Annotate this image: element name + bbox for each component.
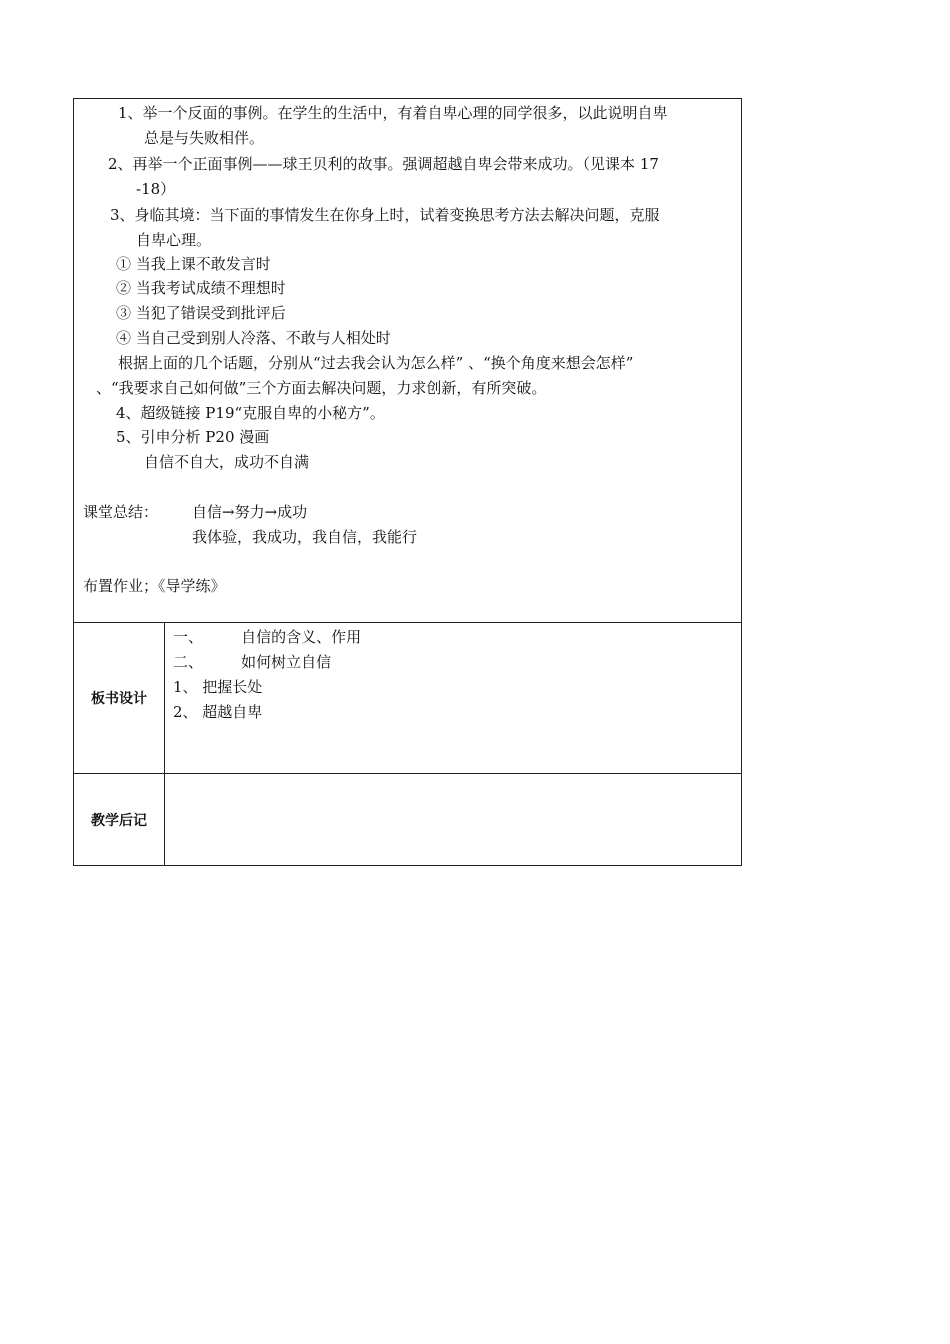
board-line-1: 一、 自信的含义、作用 xyxy=(173,628,362,646)
item-2-line-2: -18） xyxy=(136,180,176,198)
lesson-content-cell xyxy=(74,99,741,623)
situation-3: ③ 当犯了错误受到批评后 xyxy=(116,304,286,322)
teaching-notes-row xyxy=(74,774,741,865)
board-design-row xyxy=(74,623,741,774)
board-line-2: 二、 如何树立自信 xyxy=(173,653,332,671)
situation-4: ④ 当自己受到别人冷落、不敢与人相处时 xyxy=(116,329,391,347)
board-design-label: 板书设计 xyxy=(74,623,165,773)
summary-line-2: 我体验，我成功，我自信，我能行 xyxy=(192,528,418,546)
item-3-line-1: 3、身临其境：当下面的事情发生在你身上时，试着变换思考方法去解决问题，克服 xyxy=(110,206,660,224)
summary-label: 课堂总结： xyxy=(83,503,159,521)
analysis-line-2: 、“我要求自己如何做”三个方面去解决问题，力求创新，有所突破。 xyxy=(96,379,547,397)
homework: 布置作业；《导学练》 xyxy=(83,577,226,595)
analysis-line-1: 根据上面的几个话题，分别从“过去我会认为怎么样” 、“换个角度来想会怎样” xyxy=(118,354,634,372)
item-1-line-1: 1、举一个反面的事例。在学生的生活中，有着自卑心理的同学很多，以此说明自卑 xyxy=(118,104,668,122)
item-2-line-1: 2、再举一个正面事例——球王贝利的故事。强调超越自卑会带来成功。（见课本 17 xyxy=(108,155,659,173)
board-line-4: 2、 超越自卑 xyxy=(173,703,263,721)
teaching-notes-label: 教学后记 xyxy=(74,774,165,865)
board-design-body xyxy=(165,623,741,773)
lesson-table xyxy=(73,98,742,866)
situation-1: ① 当我上课不敢发言时 xyxy=(116,255,271,273)
summary-line-1: 自信→努力→成功 xyxy=(192,503,308,521)
board-line-3: 1、 把握长处 xyxy=(173,678,263,696)
item-3-line-2: 自卑心理。 xyxy=(136,231,212,249)
item-4: 4、超级链接 P19“克服自卑的小秘方”。 xyxy=(116,404,385,422)
item-1-line-2: 总是与失败相伴。 xyxy=(144,129,265,147)
teaching-notes-body xyxy=(165,774,741,865)
item-5: 5、引申分析 P20 漫画 xyxy=(116,428,270,446)
situation-2: ② 当我考试成绩不理想时 xyxy=(116,279,286,297)
item-5-sub: 自信不自大，成功不自满 xyxy=(144,453,310,471)
